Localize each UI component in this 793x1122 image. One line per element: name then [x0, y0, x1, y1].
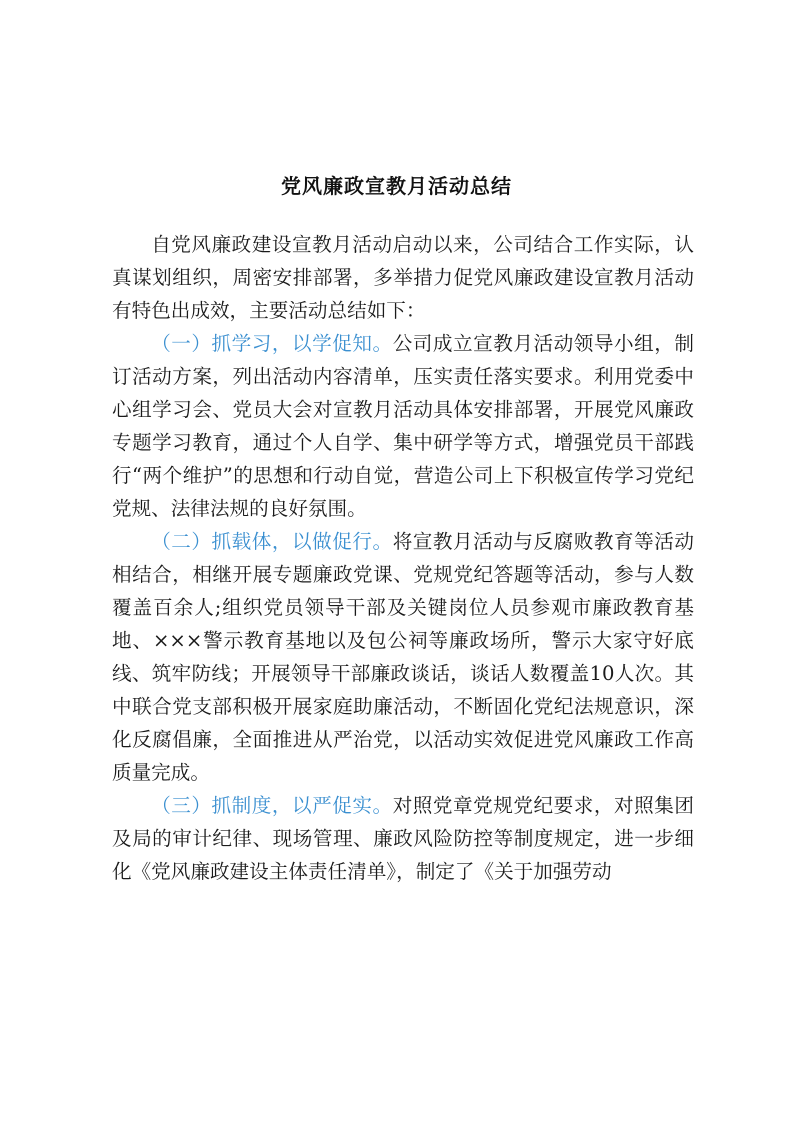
section-paragraph-2: [112, 525, 694, 789]
intro-paragraph: 自党风廉政建设宣教月活动启动以来，公司结合工作实际，认真谋划组织，周密安排部署，多举措力促党风廉政建设宣教月活动有特色出成效，主要活动总结如下：: [112, 233, 694, 322]
section-text-2: 将宣教月活动与反腐败教育等活动相结合，相继开展专题廉政党课、党规党纪答题等活动，参与人数覆盖百余人;组织党员领导干部及关键岗位人员参观市廉政教育基地、×××警示教育基地以及包公祠等廉政场所，警示大家守好底线、筑牢防线；开展领导干部廉政谈话，谈话人数覆盖10人次。其中联合党支部积极开展家庭助廉活动，不断固化党纪法规意识，深化反腐倡廉，全面推进从严治党，以活动实效促进党风廉政工作高质量完成。: [112, 530, 695, 784]
section-heading-3: （三）抓制度，以严促实。: [151, 794, 393, 817]
section-heading-2: （二）抓载体，以做促行。: [151, 530, 393, 553]
section-paragraph-1: [112, 327, 694, 525]
section-heading-1: （一）抓学习，以学促知。: [151, 332, 393, 355]
section-text-1: 公司成立宣教月活动领导小组，制订活动方案，列出活动内容清单，压实责任落实要求。利用党委中心组学习会、党员大会对宣教月活动具体安排部署，开展党风廉政专题学习教育，通过个人自学、集中研学等方式，增强党员干部践行“两个维护”的思想和行动自觉，营造公司上下积极宣传学习党纪党规、法律法规的良好氛围。: [112, 332, 695, 520]
section-text-3: 对照党章党规党纪要求，对照集团及局的审计纪律、现场管理、廉政风险防控等制度规定，进一步细化《党风廉政建设主体责任清单》，制定了《关于加强劳动: [112, 794, 695, 883]
section-paragraph-3: [112, 789, 694, 888]
document-body: [112, 228, 694, 888]
document-title: 党风廉政宣教月活动总结: [281, 174, 512, 198]
